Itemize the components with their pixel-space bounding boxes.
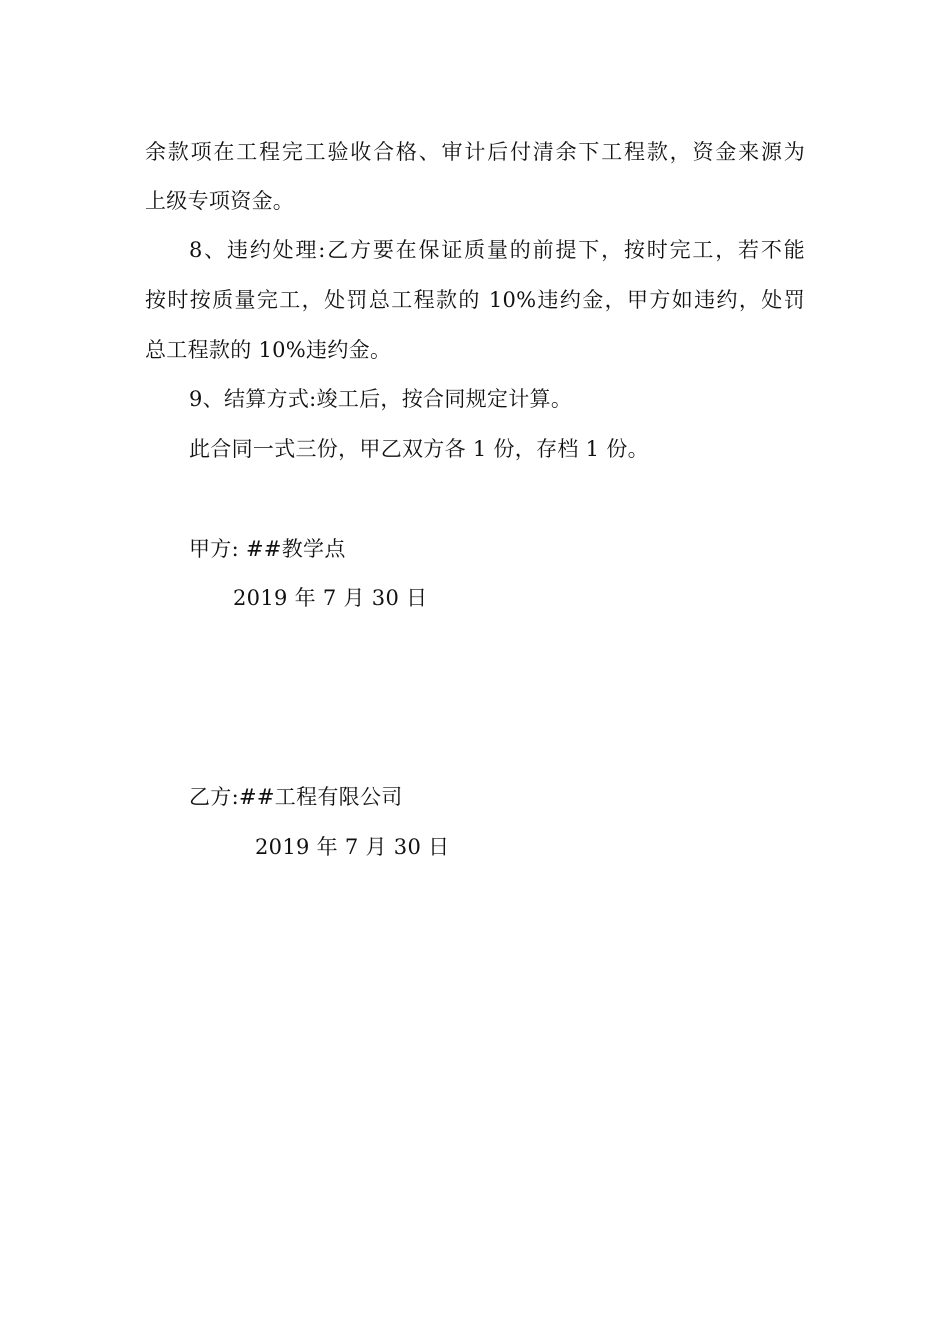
- party-b-label: 乙方:##工程有限公司: [189, 785, 403, 809]
- paragraph-8-line-2: 按时按质量完工，处罚总工程款的 10%违约金，甲方如违约，处罚: [145, 288, 805, 312]
- party-a-date: 2019 年 7 月 30 日: [233, 586, 428, 610]
- party-a-label: 甲方: ##教学点: [189, 537, 346, 561]
- paragraph-8-line-1: 8、违约处理:乙方要在保证质量的前提下，按时完工，若不能: [189, 238, 805, 262]
- paragraph-7-line-2: 上级专项资金。: [145, 189, 295, 213]
- copies-note: 此合同一式三份，甲乙双方各 1 份，存档 1 份。: [189, 437, 649, 461]
- paragraph-8-line-3: 总工程款的 10%违约金。: [145, 338, 392, 362]
- party-b-date: 2019 年 7 月 30 日: [255, 835, 450, 859]
- paragraph-7-line-1: 余款项在工程完工验收合格、审计后付清余下工程款，资金来源为: [145, 140, 805, 164]
- paragraph-9-line-1: 9、结算方式:竣工后，按合同规定计算。: [189, 387, 573, 411]
